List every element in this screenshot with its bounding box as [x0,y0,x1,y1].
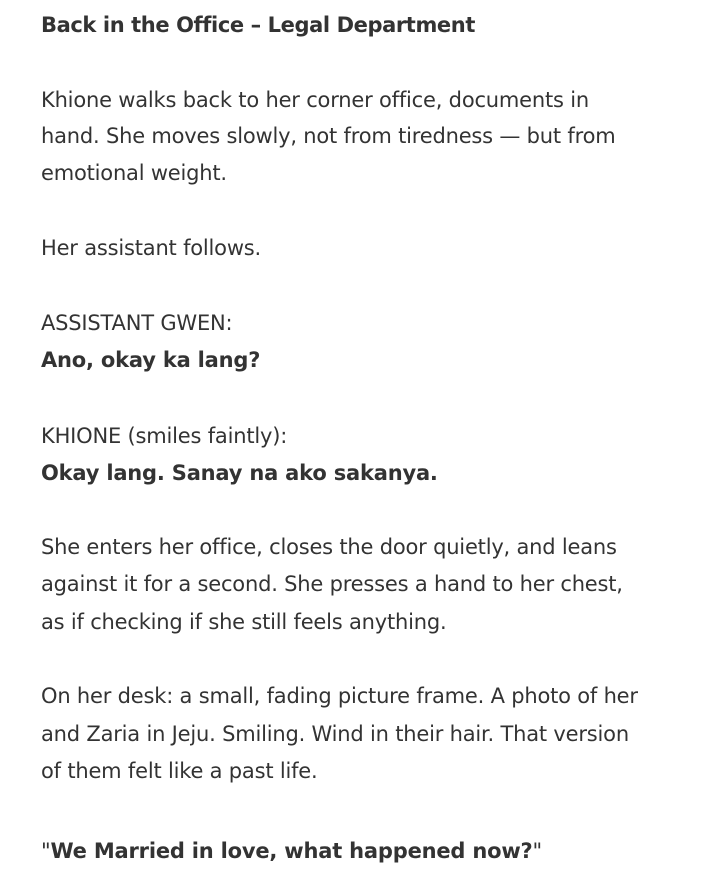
paragraph-3-line-1: She enters her office, closes the door quietly, and leans [41,535,617,559]
dialogue-1-line: Ano, okay ka lang? [41,348,261,372]
paragraph-3-line-2: against it for a second. She presses a hand to her chest, [41,572,623,596]
quote-close-mark: " [532,839,542,863]
paragraph-1-line-1: Khione walks back to her corner office, documents in [41,88,589,112]
paragraph-1-line-3: emotional weight. [41,161,227,185]
dialogue-1-speaker: ASSISTANT GWEN: [41,311,233,335]
dialogue-2-speaker: KHIONE (smiles faintly): [41,424,288,448]
section-heading: Back in the Office – Legal Department [41,13,475,37]
paragraph-1-line-2: hand. She moves slowly, not from tiredness — but from [41,124,616,148]
paragraph-4-line-2: and Zaria in Jeju. Smiling. Wind in their hair. That version [41,722,629,746]
paragraph-2: Her assistant follows. [41,236,262,260]
paragraph-4-line-1: On her desk: a small, fading picture frame. A photo of her [41,684,638,708]
paragraph-3-line-3: as if checking if she still feels anything. [41,610,447,634]
quote-text: We Married in love, what happened now? [50,839,533,863]
quote-open-mark: " [41,839,51,863]
dialogue-2-line: Okay lang. Sanay na ako sakanya. [41,461,438,485]
paragraph-4-line-3: of them felt like a past life. [41,759,318,783]
closing-quote [41,837,542,865]
